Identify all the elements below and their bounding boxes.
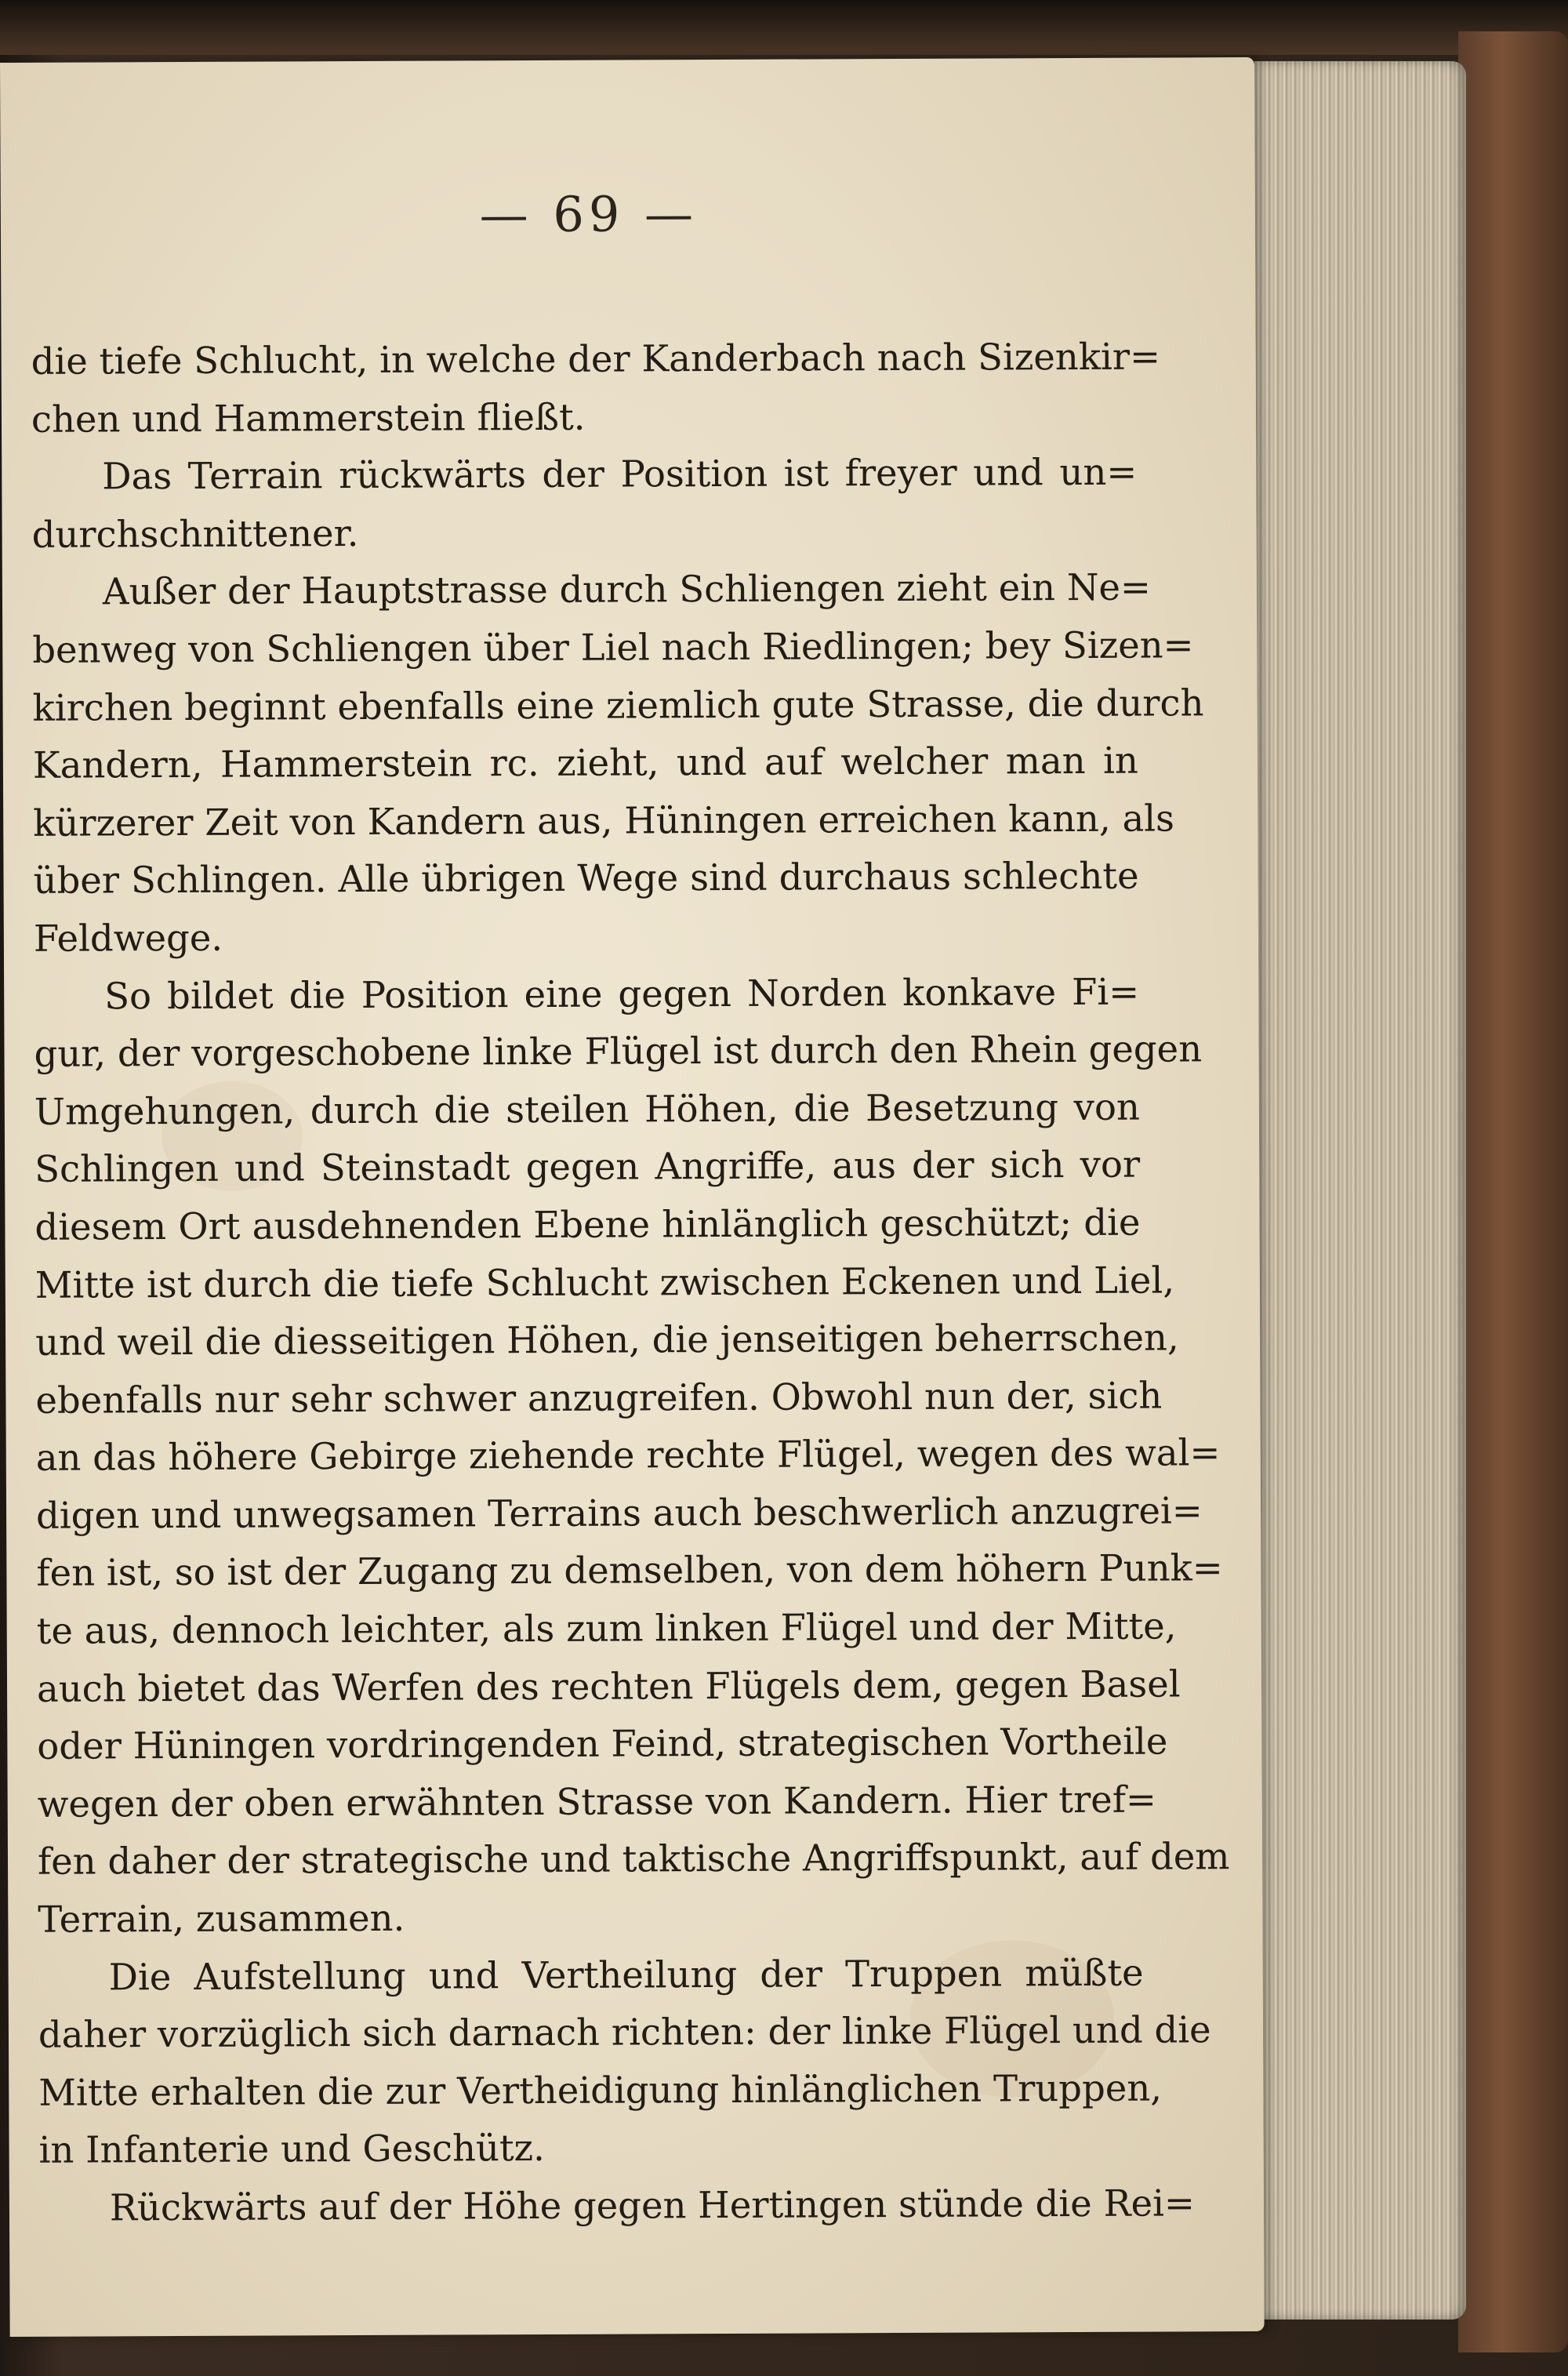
scan-background-top (0, 0, 1568, 55)
text-line: oder Hüningen vordringenden Feind, strategischen Vortheile (37, 1720, 1168, 1768)
text-line: an das höhere Gebirge ziehende rechte Flügel, wegen des wal= (35, 1431, 1221, 1480)
body-text (31, 329, 1230, 2238)
text-line: Mitte erhalten die zur Vertheidigung hinlänglichen Truppen, (38, 2066, 1163, 2114)
text-line: ebenfalls nur sehr schwer anzugreifen. Obwohl nun der, sich (35, 1374, 1163, 1422)
text-line: So bildet die Position eine gegen Norden konkave Fi= (104, 970, 1140, 1017)
text-line: Kandern, Hammerstein rc. zieht, und auf welcher man in (32, 739, 1139, 787)
text-line: te aus, dennoch leichter, als zum linken Flügel und der Mitte, (36, 1604, 1177, 1652)
text-line: wegen der oben erwähnten Strasse von Kandern. Hier tref= (37, 1778, 1157, 1826)
text-line: chen und Hammerstein fließt. (31, 395, 586, 441)
text-line: digen und unwegsamen Terrains auch beschwerlich anzugrei= (35, 1489, 1203, 1537)
text-line: benweg von Schliengen über Liel nach Riedlingen; bey Sizen= (32, 623, 1194, 671)
text-line: diesem Ort ausdehnenden Ebene hinlänglich geschützt; die (34, 1201, 1141, 1248)
text-line: Umgehungen, durch die steilen Höhen, die Besetzung von (34, 1085, 1140, 1133)
text-line: fen daher der strategische und taktische Angriffspunkt, auf dem (37, 1835, 1230, 1884)
text-line: Feldwege. (33, 916, 223, 960)
text-line: und weil die diesseitigen Höhen, die jenseitigen beherrschen, (35, 1316, 1179, 1364)
text-line: Die Aufstellung und Vertheilung der Truppen müßte (108, 1951, 1144, 1999)
text-line: Das Terrain rückwärts der Position ist freyer und un= (102, 450, 1138, 498)
text-line: Schlingen und Steinstadt gegen Angriffe, aus der sich vor (34, 1143, 1141, 1191)
text-line: Mitte ist durch die tiefe Schlucht zwischen Eckenen und Liel, (34, 1258, 1175, 1306)
text-line: kirchen beginnt ebenfalls eine ziemlich gute Strasse, die durch (32, 681, 1204, 729)
text-line: gur, der vorgeschobene linke Flügel ist durch den Rhein gegen (34, 1027, 1203, 1075)
text-line: fen ist, so ist der Zugang zu demselben, von dem höhern Punk= (36, 1546, 1223, 1595)
text-line: über Schlingen. Alle übrigen Wege sind durchaus schlechte (33, 855, 1139, 903)
text-line: Rückwärts auf der Höhe gegen Hertingen stünde die Rei= (109, 2182, 1195, 2229)
page-number: — 69 — (479, 185, 699, 244)
text-line: auch bietet das Werfen des rechten Flügels dem, gegen Basel (36, 1662, 1181, 1710)
page-stack-edges (1254, 61, 1466, 2320)
text-line: Terrain, zusammen. (38, 1896, 405, 1941)
text-line: kürzerer Zeit von Kandern aus, Hüningen erreichen kann, als (33, 797, 1175, 845)
text-line: in Infanterie und Geschütz. (38, 2127, 546, 2172)
text-line: durchschnittener. (31, 511, 359, 556)
text-line: daher vorzüglich sich darnach richten: der linke Flügel und die (38, 2008, 1211, 2057)
text-line: Außer der Hauptstrasse durch Schliengen zieht ein Ne= (102, 565, 1152, 613)
text-line: die tiefe Schlucht, in welche der Kanderbach nach Sizenkir= (31, 335, 1161, 383)
book-page (0, 57, 1265, 2337)
book-cover-edge (1458, 31, 1568, 2352)
